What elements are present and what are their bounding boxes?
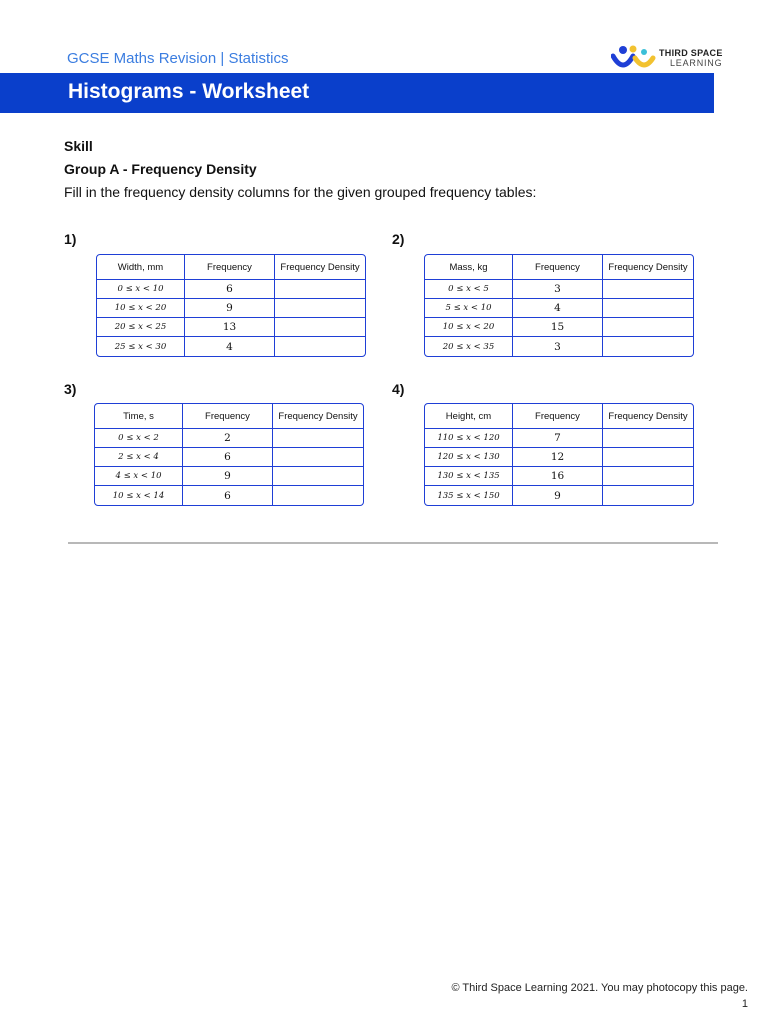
table-row xyxy=(95,448,363,467)
frequency-density-cell[interactable] xyxy=(273,448,363,467)
class-interval: 4 ≤ x < 10 xyxy=(95,467,183,486)
frequency-value: 12 xyxy=(513,448,603,467)
frequency-value: 4 xyxy=(185,337,275,356)
column-header-frequency-density: Frequency Density xyxy=(603,404,693,429)
frequency-density-cell[interactable] xyxy=(603,486,693,505)
frequency-value: 9 xyxy=(183,467,273,486)
frequency-value: 13 xyxy=(185,318,275,337)
table-row xyxy=(95,429,363,448)
frequency-density-cell[interactable] xyxy=(603,299,693,318)
column-header-frequency: Frequency xyxy=(185,255,275,280)
table-row xyxy=(425,486,693,505)
column-header-frequency: Frequency xyxy=(513,404,603,429)
class-interval: 20 ≤ x < 35 xyxy=(425,337,513,356)
frequency-density-cell[interactable] xyxy=(273,429,363,448)
question-number: 2) xyxy=(392,231,405,247)
table-row xyxy=(425,318,693,337)
frequency-density-cell[interactable] xyxy=(603,448,693,467)
column-header-class: Mass, kg xyxy=(425,255,513,280)
class-interval: 2 ≤ x < 4 xyxy=(95,448,183,467)
column-header-frequency: Frequency xyxy=(183,404,273,429)
class-interval: 130 ≤ x < 135 xyxy=(425,467,513,486)
frequency-value: 6 xyxy=(183,448,273,467)
class-interval: 110 ≤ x < 120 xyxy=(425,429,513,448)
question-number: 1) xyxy=(64,231,77,247)
frequency-density-cell[interactable] xyxy=(275,299,365,318)
column-header-class: Height, cm xyxy=(425,404,513,429)
third-space-learning-logo xyxy=(611,44,723,72)
frequency-table-4 xyxy=(424,403,694,506)
frequency-density-cell[interactable] xyxy=(275,280,365,299)
frequency-table-1 xyxy=(96,254,366,357)
frequency-value: 3 xyxy=(513,280,603,299)
logo-line-2: LEARNING xyxy=(670,58,723,68)
frequency-density-cell[interactable] xyxy=(603,337,693,356)
column-header-frequency-density: Frequency Density xyxy=(273,404,363,429)
frequency-density-cell[interactable] xyxy=(275,318,365,337)
logo-text xyxy=(659,48,723,68)
frequency-density-cell[interactable] xyxy=(275,337,365,356)
frequency-value: 6 xyxy=(185,280,275,299)
frequency-value: 7 xyxy=(513,429,603,448)
table-row xyxy=(425,448,693,467)
skill-heading: Skill xyxy=(64,138,93,154)
group-heading: Group A - Frequency Density xyxy=(64,161,257,177)
frequency-density-cell[interactable] xyxy=(273,486,363,505)
question-number: 4) xyxy=(392,381,405,397)
table-row xyxy=(95,467,363,486)
column-header-frequency-density: Frequency Density xyxy=(603,255,693,280)
class-interval: 10 ≤ x < 14 xyxy=(95,486,183,505)
class-interval: 25 ≤ x < 30 xyxy=(97,337,185,356)
instruction-text: Fill in the frequency density columns for the given grouped frequency tables: xyxy=(64,184,537,200)
frequency-value: 3 xyxy=(513,337,603,356)
frequency-value: 4 xyxy=(513,299,603,318)
column-header-frequency: Frequency xyxy=(513,255,603,280)
table-row xyxy=(97,299,365,318)
class-interval: 20 ≤ x < 25 xyxy=(97,318,185,337)
frequency-value: 16 xyxy=(513,467,603,486)
page-title: Histograms - Worksheet xyxy=(68,80,310,103)
class-interval: 10 ≤ x < 20 xyxy=(425,318,513,337)
frequency-value: 9 xyxy=(185,299,275,318)
column-header-class: Width, mm xyxy=(97,255,185,280)
class-interval: 120 ≤ x < 130 xyxy=(425,448,513,467)
column-header-class: Time, s xyxy=(95,404,183,429)
frequency-density-cell[interactable] xyxy=(273,467,363,486)
class-interval: 10 ≤ x < 20 xyxy=(97,299,185,318)
table-row xyxy=(97,280,365,299)
table-row xyxy=(97,318,365,337)
frequency-density-cell[interactable] xyxy=(603,318,693,337)
frequency-value: 9 xyxy=(513,486,603,505)
question-number: 3) xyxy=(64,381,77,397)
copyright-footer: © Third Space Learning 2021. You may photocopy this page. xyxy=(451,982,748,994)
frequency-value: 6 xyxy=(183,486,273,505)
table-row xyxy=(425,299,693,318)
frequency-table-3 xyxy=(94,403,364,506)
table-row xyxy=(95,486,363,505)
class-interval: 0 ≤ x < 2 xyxy=(95,429,183,448)
frequency-table-2 xyxy=(424,254,694,357)
page-number: 1 xyxy=(741,998,748,1010)
frequency-value: 15 xyxy=(513,318,603,337)
frequency-value: 2 xyxy=(183,429,273,448)
class-interval: 5 ≤ x < 10 xyxy=(425,299,513,318)
class-interval: 135 ≤ x < 150 xyxy=(425,486,513,505)
logo-line-1: THIRD SPACE xyxy=(659,48,723,58)
logo-mark-icon xyxy=(611,44,657,72)
table-row xyxy=(425,429,693,448)
frequency-density-cell[interactable] xyxy=(603,467,693,486)
column-header-frequency-density: Frequency Density xyxy=(275,255,365,280)
page-subtitle: GCSE Maths Revision | Statistics xyxy=(67,50,289,67)
class-interval: 0 ≤ x < 5 xyxy=(425,280,513,299)
table-row xyxy=(425,337,693,356)
section-divider xyxy=(68,542,718,544)
frequency-density-cell[interactable] xyxy=(603,429,693,448)
table-row xyxy=(425,467,693,486)
class-interval: 0 ≤ x < 10 xyxy=(97,280,185,299)
frequency-density-cell[interactable] xyxy=(603,280,693,299)
title-banner xyxy=(0,73,714,113)
table-row xyxy=(97,337,365,356)
table-row xyxy=(425,280,693,299)
